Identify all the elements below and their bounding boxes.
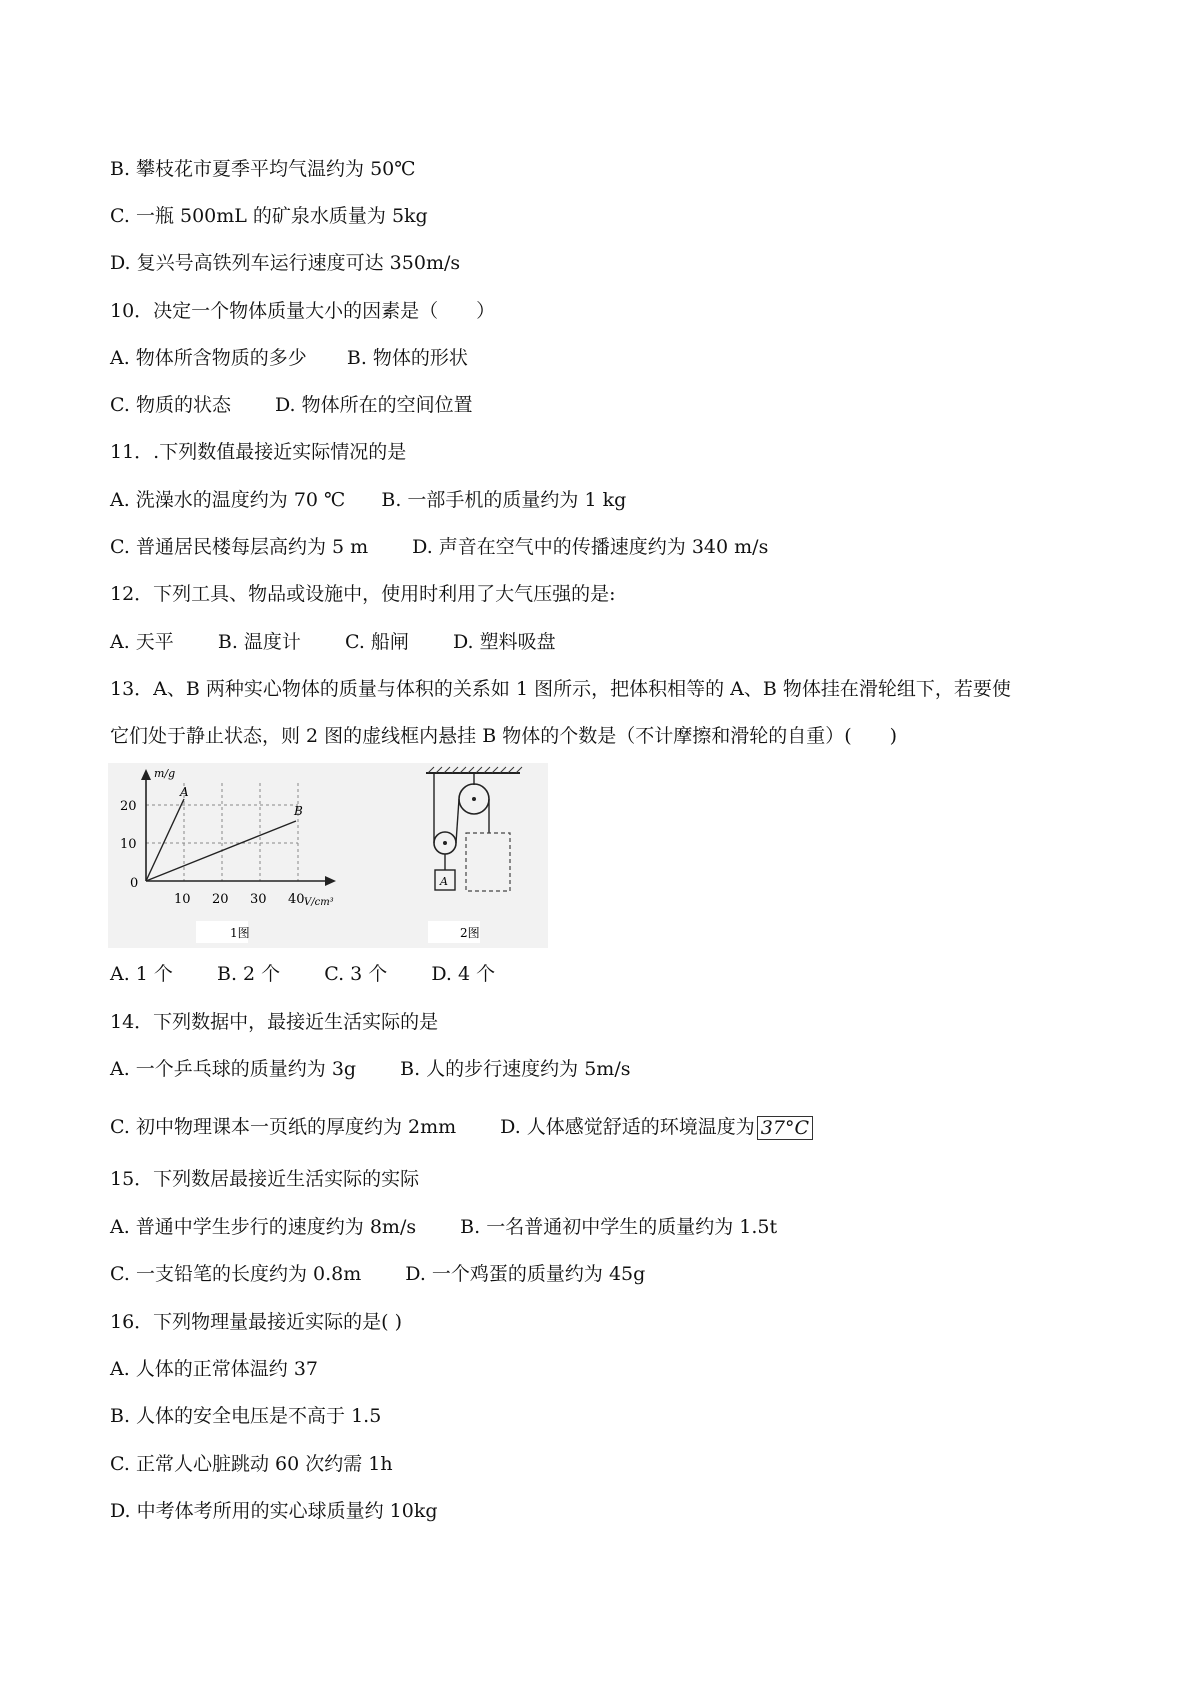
q11-stem: 11．.下列数值最接近实际情况的是 (110, 441, 407, 463)
x-tick-20: 20 (212, 892, 229, 907)
q14-options-row1 (110, 1055, 630, 1083)
line-a-label: A (180, 785, 189, 799)
q16-option-c: C. 正常人心脏跳动 60 次约需 1h (110, 1453, 393, 1475)
q15-options-row1 (110, 1213, 777, 1241)
x-tick-30: 30 (250, 892, 267, 907)
q13-option-b: B. 2 个 (216, 963, 281, 985)
q14-option-d-temperature: 37°C (757, 1116, 813, 1140)
q12-options-row (110, 628, 556, 656)
q14-option-d-text: D. 人体感觉舒适的环境温度为 (500, 1116, 755, 1138)
q12-option-d: D. 塑料吸盘 (452, 631, 556, 653)
q12-option-a: A. 天平 (110, 631, 174, 653)
q13-figure (108, 763, 548, 948)
q13-options-row (110, 960, 495, 988)
q10-option-c: C. 物质的状态 (110, 394, 231, 416)
q11-option-b: B. 一部手机的质量约为 1 kg (381, 489, 627, 511)
q11-options-row1 (110, 486, 626, 514)
q15-option-c: C. 一支铅笔的长度约为 0.8m (110, 1263, 362, 1285)
q11-options-row2 (110, 533, 768, 561)
q14-options-row2 (110, 1113, 813, 1141)
q9-option-b: B. 攀枝花市夏季平均气温约为 50℃ (110, 158, 416, 180)
q15-option-b: B. 一名普通初中学生的质量约为 1.5t (460, 1216, 778, 1238)
q13-figure-2-pulley (426, 767, 522, 943)
q10-option-b: B. 物体的形状 (346, 347, 468, 369)
x-tick-40: 40 (288, 892, 305, 907)
q14-option-a: A. 一个乒乓球的质量约为 3g (110, 1058, 357, 1080)
q14-option-d (500, 1113, 813, 1141)
x-axis-label: V/cm³ (304, 897, 334, 908)
q13-stem-line2: 它们处于静止状态，则 2 图的虚线框内悬挂 B 物体的个数是（不计摩擦和滑轮的自重）( ) (110, 725, 898, 747)
q10-stem: 10．决定一个物体质量大小的因素是（ ） (110, 300, 496, 322)
dashed-box (466, 833, 510, 891)
q10-option-a: A. 物体所含物质的多少 (110, 347, 307, 369)
q16-option-a: A. 人体的正常体温约 37 (110, 1358, 319, 1380)
q14-stem: 14．下列数据中，最接近生活实际的是 (110, 1011, 439, 1033)
q13-option-a: A. 1 个 (110, 963, 173, 985)
q15-stem: 15．下列数居最接近生活实际的实际 (110, 1168, 420, 1190)
q9-option-d: D. 复兴号高铁列车运行速度可达 350m/s (110, 252, 461, 274)
q11-option-a: A. 洗澡水的温度约为 70 ℃ (110, 489, 346, 511)
line-b-label: B (294, 804, 303, 818)
q10-options-row2 (110, 391, 473, 419)
q16-option-d: D. 中考体考所用的实心球质量约 10kg (110, 1500, 438, 1522)
q15-option-d: D. 一个鸡蛋的质量约为 45g (405, 1263, 646, 1285)
q12-option-b: B. 温度计 (217, 631, 301, 653)
q14-option-c: C. 初中物理课本一页纸的厚度约为 2mm (110, 1116, 457, 1138)
y-tick-0: 0 (130, 876, 139, 891)
q13-option-d: D. 4 个 (431, 963, 496, 985)
q12-option-c: C. 船闸 (344, 631, 409, 653)
line-b (146, 821, 296, 881)
q10-option-d: D. 物体所在的空间位置 (275, 394, 473, 416)
q16-option-b: B. 人体的安全电压是不高于 1.5 (110, 1405, 382, 1427)
fig1-caption: 1图 (230, 926, 250, 940)
y-axis-label: m/g (154, 767, 176, 780)
q11-option-c: C. 普通居民楼每层高约为 5 m (110, 536, 369, 558)
q10-options-row1 (110, 344, 468, 372)
q13-option-c: C. 3 个 (324, 963, 388, 985)
q9-option-c: C. 一瓶 500mL 的矿泉水质量为 5kg (110, 205, 428, 227)
q14-option-b: B. 人的步行速度约为 5m/s (400, 1058, 631, 1080)
q11-option-d: D. 声音在空气中的传播速度约为 340 m/s (412, 536, 769, 558)
fig2-caption: 2图 (460, 926, 480, 940)
q16-stem: 16．下列物理量最接近实际的是( ) (110, 1311, 403, 1333)
block-a-label: A (440, 875, 448, 888)
y-tick-20: 20 (120, 799, 137, 814)
q12-stem: 12．下列工具、物品或设施中，使用时利用了大气压强的是: (110, 583, 616, 605)
q15-options-row2 (110, 1260, 645, 1288)
q13-stem-line1: 13．A、B 两种实心物体的质量与体积的关系如 1 图所示，把体积相等的 A、B 物体挂在滑轮组下，若要使 (110, 678, 1011, 700)
y-tick-10: 10 (120, 837, 137, 852)
q13-figure-1-graph (120, 767, 336, 943)
x-tick-10: 10 (174, 892, 191, 907)
q15-option-a: A. 普通中学生步行的速度约为 8m/s (110, 1216, 417, 1238)
